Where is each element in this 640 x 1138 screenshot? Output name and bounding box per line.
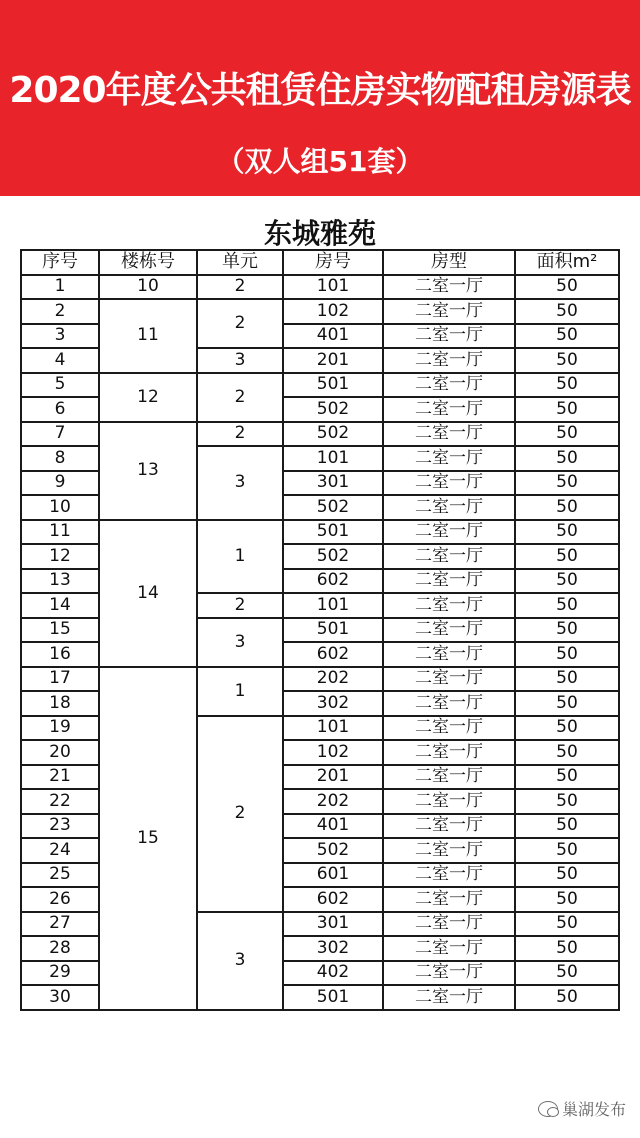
cell-seq: 28	[21, 936, 99, 961]
cell-area: 50	[515, 691, 619, 716]
cell-unit: 2	[197, 275, 283, 300]
housing-table	[20, 249, 620, 1011]
cell-area: 50	[515, 936, 619, 961]
cell-room: 301	[283, 912, 383, 937]
cell-area: 50	[515, 838, 619, 863]
cell-seq: 1	[21, 275, 99, 300]
cell-room: 102	[283, 299, 383, 324]
cell-room: 501	[283, 618, 383, 643]
cell-unit: 2	[197, 716, 283, 912]
cell-building: 11	[99, 299, 197, 373]
cell-building: 12	[99, 373, 197, 422]
cell-room: 602	[283, 569, 383, 594]
cell-area: 50	[515, 814, 619, 839]
cell-type: 二室一厅	[383, 642, 515, 667]
table-row	[21, 299, 619, 324]
cell-seq: 13	[21, 569, 99, 594]
cell-area: 50	[515, 373, 619, 398]
header-area: 面积m²	[515, 250, 619, 275]
cell-room: 101	[283, 275, 383, 300]
table-row	[21, 275, 619, 300]
wechat-icon	[538, 1101, 558, 1117]
cell-room: 402	[283, 961, 383, 986]
cell-seq: 23	[21, 814, 99, 839]
cell-area: 50	[515, 495, 619, 520]
cell-building: 15	[99, 667, 197, 1010]
cell-unit: 3	[197, 912, 283, 1010]
cell-seq: 14	[21, 593, 99, 618]
watermark-text: 巢湖发布	[561, 1100, 626, 1119]
cell-type: 二室一厅	[383, 495, 515, 520]
cell-building: 10	[99, 275, 197, 300]
watermark	[538, 1097, 626, 1120]
cell-room: 201	[283, 765, 383, 790]
cell-type: 二室一厅	[383, 299, 515, 324]
table-row	[21, 422, 619, 447]
table-row	[21, 373, 619, 398]
cell-seq: 24	[21, 838, 99, 863]
cell-type: 二室一厅	[383, 887, 515, 912]
cell-unit: 2	[197, 299, 283, 348]
cell-area: 50	[515, 324, 619, 349]
cell-type: 二室一厅	[383, 912, 515, 937]
cell-area: 50	[515, 985, 619, 1010]
cell-type: 二室一厅	[383, 838, 515, 863]
cell-seq: 2	[21, 299, 99, 324]
cell-unit: 3	[197, 446, 283, 520]
cell-room: 401	[283, 324, 383, 349]
cell-seq: 9	[21, 471, 99, 496]
cell-type: 二室一厅	[383, 373, 515, 398]
cell-room: 502	[283, 544, 383, 569]
title-banner	[0, 0, 640, 196]
cell-unit: 2	[197, 422, 283, 447]
cell-seq: 3	[21, 324, 99, 349]
cell-room: 202	[283, 667, 383, 692]
cell-type: 二室一厅	[383, 814, 515, 839]
cell-room: 301	[283, 471, 383, 496]
cell-type: 二室一厅	[383, 275, 515, 300]
cell-area: 50	[515, 348, 619, 373]
cell-room: 202	[283, 789, 383, 814]
cell-room: 302	[283, 936, 383, 961]
cell-room: 501	[283, 985, 383, 1010]
cell-seq: 8	[21, 446, 99, 471]
cell-room: 602	[283, 887, 383, 912]
cell-type: 二室一厅	[383, 740, 515, 765]
cell-seq: 22	[21, 789, 99, 814]
cell-room: 502	[283, 422, 383, 447]
cell-area: 50	[515, 642, 619, 667]
cell-area: 50	[515, 887, 619, 912]
cell-unit: 1	[197, 667, 283, 716]
cell-room: 602	[283, 642, 383, 667]
cell-area: 50	[515, 863, 619, 888]
cell-seq: 16	[21, 642, 99, 667]
table-header-row	[21, 250, 619, 275]
cell-room: 501	[283, 373, 383, 398]
cell-area: 50	[515, 520, 619, 545]
cell-type: 二室一厅	[383, 471, 515, 496]
cell-area: 50	[515, 789, 619, 814]
cell-area: 50	[515, 765, 619, 790]
cell-seq: 18	[21, 691, 99, 716]
cell-type: 二室一厅	[383, 593, 515, 618]
cell-area: 50	[515, 471, 619, 496]
header-building: 楼栋号	[99, 250, 197, 275]
cell-type: 二室一厅	[383, 691, 515, 716]
cell-area: 50	[515, 544, 619, 569]
cell-area: 50	[515, 593, 619, 618]
cell-seq: 27	[21, 912, 99, 937]
page-title: 2020年度公共租赁住房实物配租房源表	[9, 70, 631, 111]
cell-seq: 25	[21, 863, 99, 888]
cell-area: 50	[515, 422, 619, 447]
cell-area: 50	[515, 716, 619, 741]
cell-room: 302	[283, 691, 383, 716]
cell-type: 二室一厅	[383, 789, 515, 814]
cell-seq: 7	[21, 422, 99, 447]
cell-area: 50	[515, 961, 619, 986]
header-room: 房号	[283, 250, 383, 275]
header-type: 房型	[383, 250, 515, 275]
cell-unit: 2	[197, 373, 283, 422]
table-body	[21, 275, 619, 1010]
cell-area: 50	[515, 912, 619, 937]
cell-room: 101	[283, 446, 383, 471]
cell-room: 101	[283, 593, 383, 618]
estate-name: 东城雅苑	[263, 217, 376, 250]
cell-area: 50	[515, 740, 619, 765]
cell-seq: 11	[21, 520, 99, 545]
cell-room: 102	[283, 740, 383, 765]
cell-area: 50	[515, 299, 619, 324]
cell-room: 601	[283, 863, 383, 888]
cell-seq: 20	[21, 740, 99, 765]
cell-type: 二室一厅	[383, 544, 515, 569]
cell-seq: 30	[21, 985, 99, 1010]
cell-type: 二室一厅	[383, 863, 515, 888]
cell-type: 二室一厅	[383, 985, 515, 1010]
header-unit: 单元	[197, 250, 283, 275]
cell-seq: 5	[21, 373, 99, 398]
cell-room: 502	[283, 495, 383, 520]
cell-area: 50	[515, 397, 619, 422]
cell-room: 502	[283, 838, 383, 863]
cell-seq: 6	[21, 397, 99, 422]
cell-seq: 17	[21, 667, 99, 692]
cell-seq: 29	[21, 961, 99, 986]
table-row	[21, 520, 619, 545]
cell-type: 二室一厅	[383, 422, 515, 447]
cell-building: 13	[99, 422, 197, 520]
cell-seq: 21	[21, 765, 99, 790]
cell-type: 二室一厅	[383, 936, 515, 961]
page-subtitle: （双人组51套）	[216, 145, 424, 178]
header-seq: 序号	[21, 250, 99, 275]
cell-area: 50	[515, 569, 619, 594]
cell-unit: 1	[197, 520, 283, 594]
cell-room: 501	[283, 520, 383, 545]
cell-area: 50	[515, 446, 619, 471]
cell-type: 二室一厅	[383, 618, 515, 643]
table-row	[21, 667, 619, 692]
cell-seq: 10	[21, 495, 99, 520]
cell-type: 二室一厅	[383, 324, 515, 349]
cell-seq: 15	[21, 618, 99, 643]
cell-area: 50	[515, 618, 619, 643]
cell-unit: 2	[197, 593, 283, 618]
cell-type: 二室一厅	[383, 520, 515, 545]
cell-seq: 12	[21, 544, 99, 569]
cell-seq: 26	[21, 887, 99, 912]
cell-area: 50	[515, 667, 619, 692]
cell-room: 101	[283, 716, 383, 741]
housing-table-container	[20, 249, 620, 1011]
cell-area: 50	[515, 275, 619, 300]
cell-seq: 19	[21, 716, 99, 741]
cell-unit: 3	[197, 618, 283, 667]
cell-type: 二室一厅	[383, 446, 515, 471]
cell-seq: 4	[21, 348, 99, 373]
cell-type: 二室一厅	[383, 348, 515, 373]
cell-type: 二室一厅	[383, 667, 515, 692]
cell-type: 二室一厅	[383, 716, 515, 741]
cell-room: 502	[283, 397, 383, 422]
cell-room: 401	[283, 814, 383, 839]
cell-type: 二室一厅	[383, 397, 515, 422]
cell-unit: 3	[197, 348, 283, 373]
cell-type: 二室一厅	[383, 961, 515, 986]
cell-building: 14	[99, 520, 197, 667]
cell-type: 二室一厅	[383, 765, 515, 790]
cell-room: 201	[283, 348, 383, 373]
cell-type: 二室一厅	[383, 569, 515, 594]
